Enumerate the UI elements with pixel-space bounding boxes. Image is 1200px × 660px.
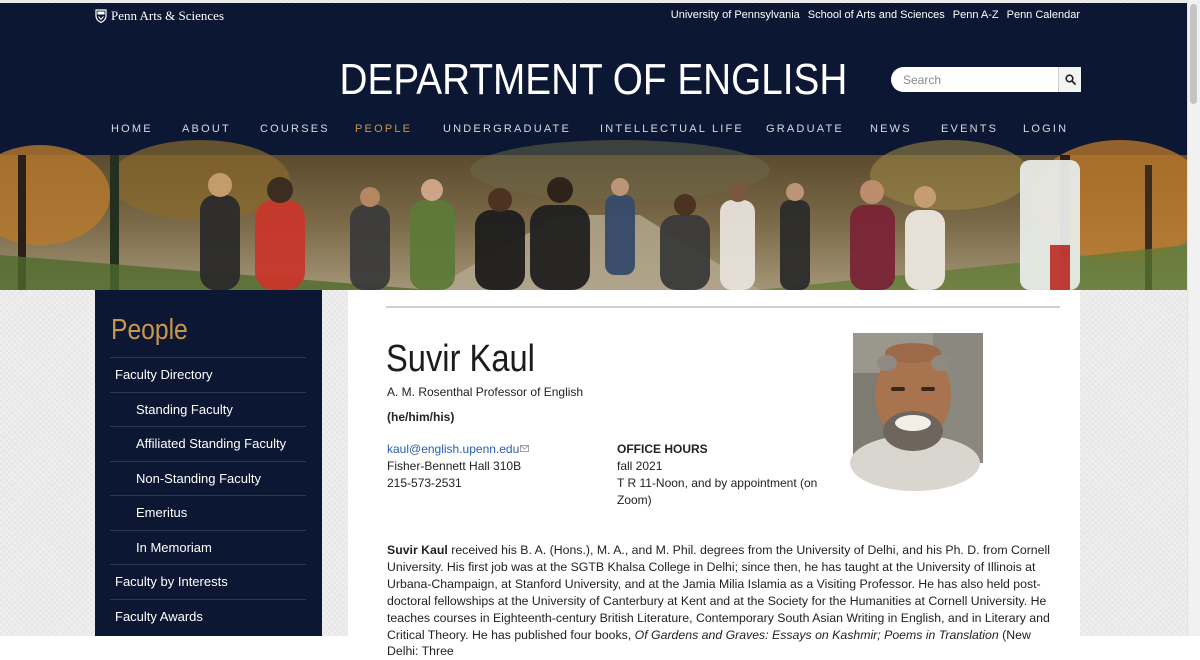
profile-photo — [853, 333, 983, 463]
mail-icon — [520, 445, 529, 452]
nav-undergraduate[interactable]: UNDERGRADUATE — [443, 123, 572, 135]
pronouns: (he/him/his) — [387, 410, 455, 424]
sidebar-item-faculty-directory[interactable]: Faculty Directory — [110, 357, 306, 392]
office-hours-detail: T R 11-Noon, and by appointment (on Zoom) — [617, 476, 818, 507]
nav-login[interactable]: LOGIN — [1023, 123, 1069, 135]
sidebar-item-emeritus[interactable]: Emeritus — [110, 495, 306, 530]
hero-banner-photo — [0, 155, 1187, 290]
bio-name: Suvir Kaul — [387, 543, 448, 557]
bio-text: received his B. A. (Hons.), M. A., and M. Phil. degrees from the University of Delhi, and his Ph. D. from Cornell University. His first job was at the SGTB Khalsa College in Delhi; since then, he has taught at the University of Illinois at Urbana-Champaign, at Stanford University, and at the Jamia Milia Islamia as a Visiting Professor. He has also held post-doctoral fellowships at the University of Canterbury at Kent and at the Society for the Humanities at Cornell University. He teaches courses in Eighteenth-century British Literature, Contemporary South Asian Writing in English, and in Literary and Critical Theory. He has published four books, — [387, 543, 1050, 642]
sidebar-item-faculty-awards[interactable]: Faculty Awards — [110, 599, 306, 634]
person-name: Suvir Kaul — [386, 338, 535, 380]
utility-link-penn-az[interactable]: Penn A-Z — [952, 9, 999, 21]
nav-graduate[interactable]: GRADUATE — [766, 123, 844, 135]
portrait-image — [853, 333, 983, 463]
nav-events[interactable]: EVENTS — [941, 123, 999, 135]
sidebar-title: People — [111, 314, 188, 346]
magnifier-icon — [1065, 74, 1076, 85]
bio-book-title: Of Gardens and Graves: Essays on Kashmir; Poems in Translation — [634, 627, 999, 642]
site-title[interactable]: DEPARTMENT OF ENGLISH — [339, 55, 848, 104]
nav-courses[interactable]: COURSES — [260, 123, 330, 135]
scrollbar-thumb[interactable] — [1190, 4, 1197, 104]
utility-link-sas[interactable]: School of Arts and Sciences — [807, 9, 945, 21]
contact-info — [387, 441, 529, 492]
sidebar-item-standing-faculty[interactable]: Standing Faculty — [110, 392, 306, 427]
office-location: Fisher-Bennett Hall 310B — [387, 459, 522, 473]
utility-links — [671, 9, 1080, 21]
sidebar-item-in-memoriam[interactable]: In Memoriam — [110, 530, 306, 565]
logo-text: Penn Arts & Sciences — [111, 8, 225, 23]
utility-link-upenn[interactable]: University of Pennsylvania — [670, 9, 800, 21]
sidebar-item-affiliated-standing-faculty[interactable]: Affiliated Standing Faculty — [110, 426, 306, 461]
bio-tail: (New Delhi: Three — [387, 627, 1031, 659]
phone-number: 215-573-2531 — [387, 476, 462, 490]
main-nav — [0, 123, 1187, 139]
email-link[interactable]: kaul@english.upenn.edu — [387, 442, 520, 456]
nav-news[interactable]: NEWS — [870, 123, 912, 135]
page-scrollbar[interactable] — [1187, 0, 1200, 636]
divider — [386, 306, 1060, 308]
penn-shield-icon — [95, 9, 107, 23]
penn-arts-sciences-logo[interactable] — [95, 8, 224, 24]
search-input[interactable] — [891, 67, 1058, 92]
office-hours-term: fall 2021 — [617, 459, 663, 473]
site-header — [0, 3, 1187, 155]
sidebar-item-faculty-by-interests[interactable]: Faculty by Interests — [110, 564, 306, 599]
office-hours-label: OFFICE HOURS — [617, 442, 708, 456]
utility-link-penn-calendar[interactable]: Penn Calendar — [1006, 9, 1080, 21]
search-box — [891, 67, 1081, 92]
utility-bar — [0, 3, 1187, 29]
biography — [387, 542, 1063, 660]
nav-home[interactable]: HOME — [111, 123, 153, 135]
nav-people[interactable]: PEOPLE — [355, 123, 413, 135]
nav-intellectual-life[interactable]: INTELLECTUAL LIFE — [600, 123, 744, 135]
profile-content — [348, 290, 1080, 659]
campus-walk-image — [0, 155, 1187, 290]
sidebar-nav — [110, 357, 306, 633]
nav-about[interactable]: ABOUT — [182, 123, 231, 135]
person-title: A. M. Rosenthal Professor of English — [387, 385, 584, 399]
sidebar-item-non-standing-faculty[interactable]: Non-Standing Faculty — [110, 461, 306, 496]
search-button[interactable] — [1058, 67, 1081, 92]
sidebar — [95, 290, 322, 636]
office-hours — [617, 441, 832, 509]
